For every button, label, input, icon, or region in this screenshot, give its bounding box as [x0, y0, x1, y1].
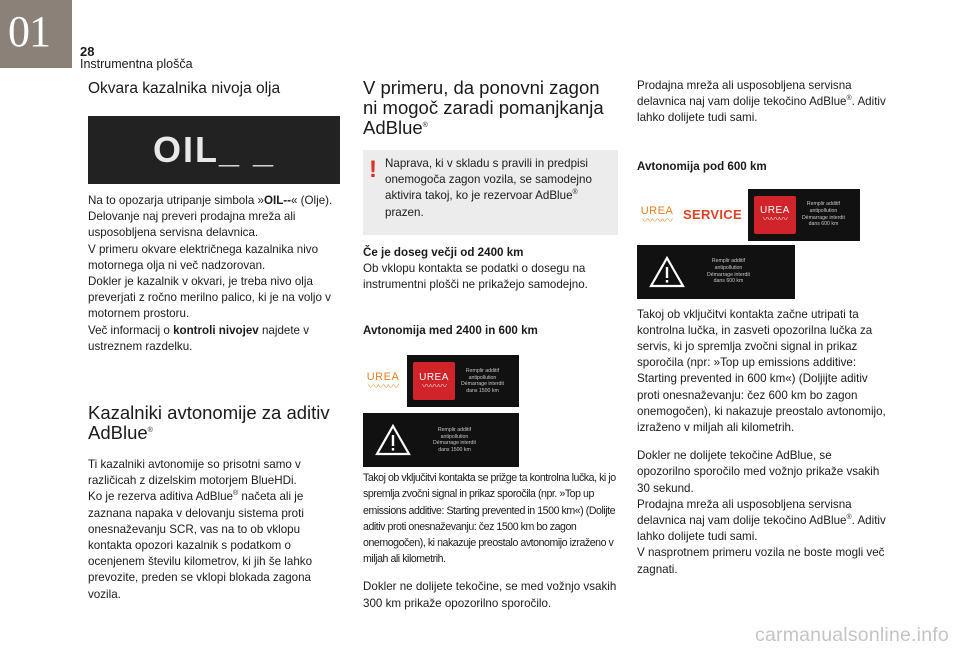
heading-oil-indicator: Okvara kazalnika nivoja olja — [88, 80, 281, 97]
urea-icons-row — [363, 355, 618, 407]
paragraph-mid: Takoj ob vključitvi kontakta začne utripati ta kontrolna lučka, in zasveti opozorilna lučka za servis, ki jo spremlja zvočni signal in prikaz sporočila (npr: »Top up emissions additive: Starting prevented in 600 km«) (Doljijte aditiv proti onesnaževanju: čez 600 km bo zagon onemogočen), ki nakazuje preostalo avtonomijo, izraženo v miljah ali kilometrih. — [637, 307, 886, 435]
urea-red-badge-icon: UREA 〰〰〰 — [413, 362, 455, 400]
heading-no-restart: V primeru, da ponovni zagon ni mogoč zaradi pomanjkanja AdBlue® — [363, 77, 604, 138]
oil-symbol: OIL_ _ — [152, 129, 276, 170]
urea-red-badge-icon: UREA 〰〰〰 — [754, 196, 796, 234]
dashboard-message: Remplir additif antipollution Démarrage interdit dans 1500 km — [461, 368, 504, 394]
dashboard-warning-display — [363, 413, 519, 467]
oil-paragraph: Na to opozarja utripanje simbola »OIL--« (Olje). Delovanje naj preveri prodajna mreža ali usposobljena servisna delavnica. V primeru okvare električnega kazalnika nivo motornega olja ni več nadzorovan. Dokler je kazalnik v okvari, je treba nivo olja preverjati z ročno merilno palico, ki je na voljo v motornem prostoru. Več informacij o kontroli nivojev najdete v ustreznem razdelku. — [88, 194, 333, 353]
warning-triangle-icon — [637, 245, 697, 299]
heading-adblue-autonomy: Kazalniki avtonomije za aditiv AdBlue® — [88, 402, 330, 444]
urea-icon: UREA 〰〰〰 — [366, 371, 400, 394]
adblue-paragraph: Ti kazalniki avtonomije so prisotni samo v različicah z dizelskim motorjem BlueHDi. Ko je rezerva aditiva AdBlue® načeta ali je zaznana napaka v delovanju sistema proti onesnaževanju SCR, vas na to ob vklopu kontakta opozori kazalnik s podatkom o ocenjenem številu kilometrov, ki jih še lahko prevozite, preden se vklopi blokada zagona vozila. — [88, 458, 313, 601]
dashboard-message: Remplir additif antipollution Démarrage interdit dans 600 km — [707, 258, 750, 285]
urea-icon: UREA 〰〰〰 — [640, 204, 674, 227]
subheading-2400-600: Avtonomija med 2400 in 600 km — [363, 324, 538, 338]
paragraph-over-2400: Ob vklopu kontakta se podatki o dosegu na instrumentni plošči ne prikažejo samodejno. — [363, 261, 588, 292]
dashboard-urea-display — [748, 189, 860, 241]
column-1 — [88, 70, 346, 603]
oil-warning-image — [88, 116, 340, 184]
paragraph-bottom: Dokler ne dolijete tekočine AdBlue, se opozorilno sporočilo med vožnjo prikaže vsakih 30 sekund. Prodajna mreža ali usposobljena servisna delavnica naj vam dolije tekočino AdBlue®. Aditiv lahko dolijete tudi sami. V nasprotnem primeru vozila ne boste mogli več zagnati. — [637, 449, 886, 576]
subheading-under-600: Avtonomija pod 600 km — [637, 159, 767, 173]
urea-service-icons-row — [637, 189, 887, 241]
section-title: Instrumentna plošča — [80, 57, 193, 71]
column-3 — [637, 70, 887, 578]
watermark: carmanualsonline.info — [755, 624, 949, 646]
warning-text: Naprava, ki v skladu s pravili in predpisi onemogoča zagon vozila, se samodejno aktivira takoj, ko je rezervoar AdBlue® prazen. — [385, 157, 592, 219]
page-number: 28 — [80, 44, 95, 59]
chapter-tab — [0, 0, 72, 68]
column-2 — [363, 70, 618, 612]
service-icon: SERVICE — [683, 207, 742, 223]
condensed-paragraph: Takoj ob vključitvi kontakta se prižge ta kontrolna lučka, ki jo spremlja zvočni signal in prikaz sporočila (npr. »Top up emissions additive: Starting prevented in 1500 km«) (Dolijte aditiv proti onesnaževanju: čez 1500 km bo zagon onemogočen), ki nakazuje preostalo avtonomijo izraženo v miljah ali kilometrih. — [363, 472, 616, 566]
paragraph-top: Prodajna mreža ali usposobljena servisna delavnica naj vam dolije tekočino AdBlue®. Aditiv lahko dolijete tudi sami. — [637, 79, 886, 125]
dashboard-warning-display — [637, 245, 795, 299]
warning-box — [363, 150, 618, 235]
chapter-number: 01 — [8, 7, 50, 56]
warning-exclamation-icon: ! — [369, 156, 377, 183]
dashboard-message: Remplir additif antipollution Démarrage interdit dans 600 km — [801, 201, 845, 228]
dashboard-message: Remplir additif antipollution Démarrage interdit dans 1500 km — [433, 427, 476, 453]
subheading-over-2400: Če je doseg večji od 2400 km — [363, 245, 524, 259]
paragraph-every-300km: Dokler ne dolijete tekočine, se med vožnjo vsakih 300 km prikaže opozorilno sporočilo. — [363, 580, 617, 610]
warning-triangle-icon — [363, 413, 423, 467]
dashboard-urea-display — [407, 355, 519, 407]
